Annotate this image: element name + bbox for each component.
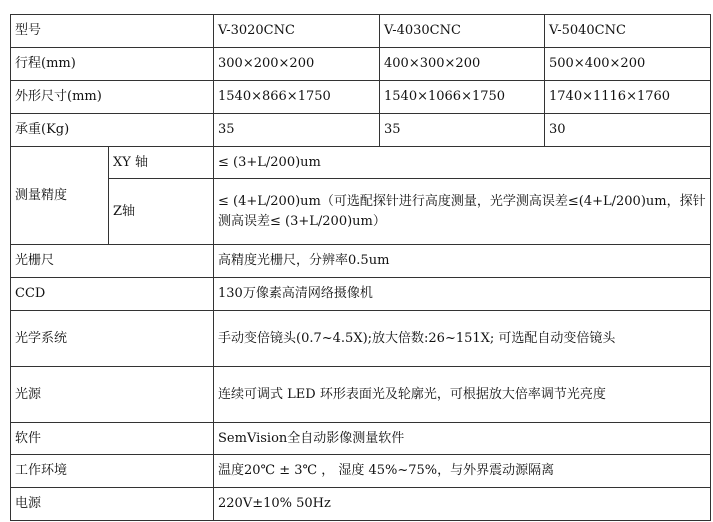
travel-value-2: 400×300×200: [380, 48, 545, 81]
travel-label: 行程(mm): [11, 48, 214, 81]
model-2: V-4030CNC: [380, 15, 545, 48]
load-value-3: 30: [545, 114, 711, 147]
load-value-1: 35: [214, 114, 380, 147]
light-label: 光源: [11, 367, 214, 423]
row-accuracy-xy: [11, 147, 711, 179]
row-load: [11, 114, 711, 147]
spec-table: [10, 14, 711, 521]
row-software: [11, 423, 711, 455]
ccd-label: CCD: [11, 278, 214, 311]
load-label: 承重(Kg): [11, 114, 214, 147]
row-optics: [11, 311, 711, 367]
travel-value-1: 300×200×200: [214, 48, 380, 81]
environment-label: 工作环境: [11, 455, 214, 488]
model-3: V-5040CNC: [545, 15, 711, 48]
row-travel: [11, 48, 711, 81]
travel-value-3: 500×400×200: [545, 48, 711, 81]
model-1: V-3020CNC: [214, 15, 380, 48]
optics-label: 光学系统: [11, 311, 214, 367]
light-value: 连续可调式 LED 环形表面光及轮廓光，可根据放大倍率调节光亮度: [214, 367, 711, 423]
scale-label: 光栅尺: [11, 245, 214, 278]
accuracy-label: 测量精度: [11, 147, 109, 245]
dimensions-value-1: 1540×866×1750: [214, 81, 380, 114]
environment-value: 温度20℃ ± 3℃ ， 湿度 45%~75%，与外界震动源隔离: [214, 455, 711, 488]
dimensions-label: 外形尺寸(mm): [11, 81, 214, 114]
dimensions-value-3: 1740×1116×1760: [545, 81, 711, 114]
load-value-2: 35: [380, 114, 545, 147]
accuracy-xy-value: ≤ (3+L/200)um: [214, 147, 711, 179]
software-label: 软件: [11, 423, 214, 455]
power-label: 电源: [11, 488, 214, 521]
optics-value: 手动变倍镜头(0.7~4.5X);放大倍数:26~151X; 可选配自动变倍镜头: [214, 311, 711, 367]
power-value: 220V±10% 50Hz: [214, 488, 711, 521]
scale-value: 高精度光栅尺，分辨率0.5um: [214, 245, 711, 278]
row-model: [11, 15, 711, 48]
accuracy-z-label: Z轴: [109, 179, 214, 245]
accuracy-xy-label: XY 轴: [109, 147, 214, 179]
row-accuracy-z: [11, 179, 711, 245]
row-environment: [11, 455, 711, 488]
row-light: [11, 367, 711, 423]
accuracy-z-value: ≤ (4+L/200)um（可选配探针进行高度测量，光学测高误差≤(4+L/200)um，探针测高误差≤ (3+L/200)um）: [214, 179, 711, 245]
model-label: 型号: [11, 15, 214, 48]
row-scale: [11, 245, 711, 278]
ccd-value: 130万像素高清网络摄像机: [214, 278, 711, 311]
dimensions-value-2: 1540×1066×1750: [380, 81, 545, 114]
software-value: SemVision全自动影像测量软件: [214, 423, 711, 455]
row-ccd: [11, 278, 711, 311]
row-dimensions: [11, 81, 711, 114]
row-power: [11, 488, 711, 521]
